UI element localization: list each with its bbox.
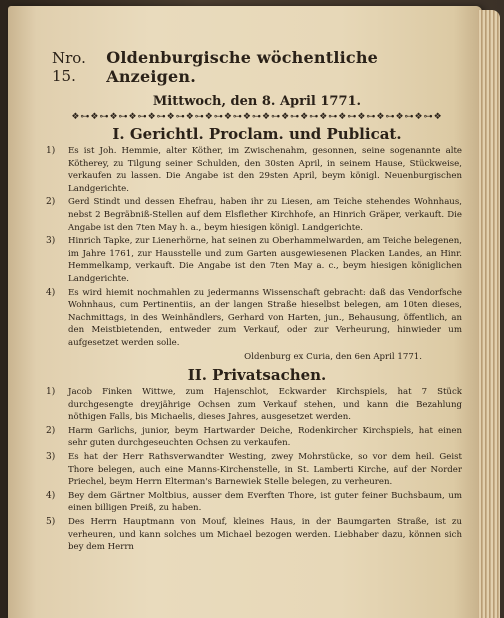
entry-text: Harm Garlichs, junior, beym Hartwarder Deiche, Rodenkircher Kirchspiels, hat einen sehr guten durchgeseuchten Ochsen zu verkaufen. <box>68 425 462 449</box>
notice-entry <box>46 196 462 234</box>
entry-number: 2) <box>46 197 56 208</box>
entry-text: Des Herrn Hauptmann von Mouf, kleines Haus, in der Baumgarten Straße, ist zu verheuren, und kann solches um Michael bezogen werden. Liebhaber dazu, können sich bey dem Herrn <box>68 517 462 553</box>
entry-number: 3) <box>46 236 56 247</box>
entry-text: Bey dem Gärtner Moltbius, ausser dem Everften Thore, ist guter feiner Buchsbaum, um einen billigen Preiß, zu haben. <box>68 490 462 514</box>
dateline: Mittwoch, den 8. April 1771. <box>152 94 362 109</box>
notice-entry <box>46 386 462 424</box>
entry-number: 2) <box>46 425 56 436</box>
notice-entry <box>46 516 462 554</box>
page-content <box>46 48 462 555</box>
section-title-1: I. Gerichtl. Proclam. und Publicat. <box>112 125 402 143</box>
section-1-entries <box>46 145 462 350</box>
entry-number: 1) <box>46 387 56 398</box>
page-edges <box>478 10 500 618</box>
notice-entry <box>46 451 462 489</box>
entry-text: Gerd Stindt und dessen Ehefrau, haben ihr zu Liesen, am Teiche stehendes Wohnhaus, nebst 2 Begräbniß-Stellen auf dem Elsflether Kirchhofe, an Hinrich Gräper, verkauft. Die Angabe ist den 7ten May h. a., beym hiesigen königl. Landgerichte. <box>68 197 462 233</box>
masthead <box>52 48 462 86</box>
notice-entry <box>46 490 462 515</box>
ornament-rule: ❖⊶❖⊶❖⊶❖⊶❖⊶❖⊶❖⊶❖⊶❖⊶❖⊶❖⊶❖⊶❖⊶❖⊶❖⊶❖⊶❖⊶❖⊶❖⊶❖ <box>71 112 443 122</box>
issue-number: Nro. 15. <box>52 49 86 85</box>
entry-text: Hinrich Tapke, zur Lienerhörne, hat seinen zu Oberhammelwarden, am Teiche belegenen, im Jahre 1761, zur Hausstelle und zum Garten ausgewiesenen Placken Landes, an Hinr. Hemmelkamp, verkauft. Die Angabe ist den 7ten May a. c., beym hiesigen königlichen Landgerichte. <box>68 236 462 284</box>
entry-number: 3) <box>46 452 56 463</box>
entry-number: 1) <box>46 146 56 156</box>
entry-text: Es ist Joh. Hemmie, alter Köther, im Zwischenahm, gesonnen, seine sogenannte alte Kötherey, zu Tilgung seiner Schulden, den 30sten April, in seinem Hause, Stückweise, verkaufen zu lassen. Die Angabe ist den 29sten April, beym königl. Neuenburgischen Landgerichte. <box>68 146 462 194</box>
notice-entry <box>46 425 462 450</box>
entry-number: 5) <box>46 517 56 528</box>
signature-line: Oldenburg ex Curia, den 6en April 1771. <box>244 351 422 362</box>
section-2-entries <box>46 386 462 554</box>
notice-entry <box>46 145 462 195</box>
entry-number: 4) <box>46 490 56 501</box>
notice-entry <box>46 235 462 285</box>
entry-text: Jacob Finken Wittwe, zum Hajenschlot, Eckwarder Kirchspiels, hat 7 Stück durchgesengte dreyjährige Ochsen zum Verkauf stehen, und kann die Bezahlung nöthigen Falls, bis Michaelis, dieses Jahres, ausgesetzet werden. <box>68 387 462 423</box>
entry-text: Es wird hiemit nochmahlen zu jedermanns Wissenschaft gebracht: daß das Vendorfsche Wohnhaus, cum Pertinentiis, an der langen Straße hieselbst belegen, am 10ten dieses, Nachmittags, in des Weinhändlers, Gerhard von Harten, jun., Behausung, öffentlich, an den Meistbietenden, entweder zum Verkauf, oder zur Verheurung, hinwieder um aufgesetzet werden solle. <box>68 287 462 348</box>
notice-entry <box>46 287 462 350</box>
newspaper-title: Oldenburgische wöchentliche Anzeigen. <box>106 48 379 86</box>
section-title-2: II. Privatsachen. <box>187 366 327 385</box>
entry-text: Es hat der Herr Rathsverwandter Westing, zwey Mohrstücke, so vor dem heil. Geist Thore belegen, auch eine Manns-Kirchenstelle, in St. Lamberti Kirche, auf der Norder Priechel, beym Herrn Elterman's Barnewiek Stelle belegen, zu verheuren. <box>68 452 462 488</box>
entry-number: 4) <box>46 287 56 298</box>
